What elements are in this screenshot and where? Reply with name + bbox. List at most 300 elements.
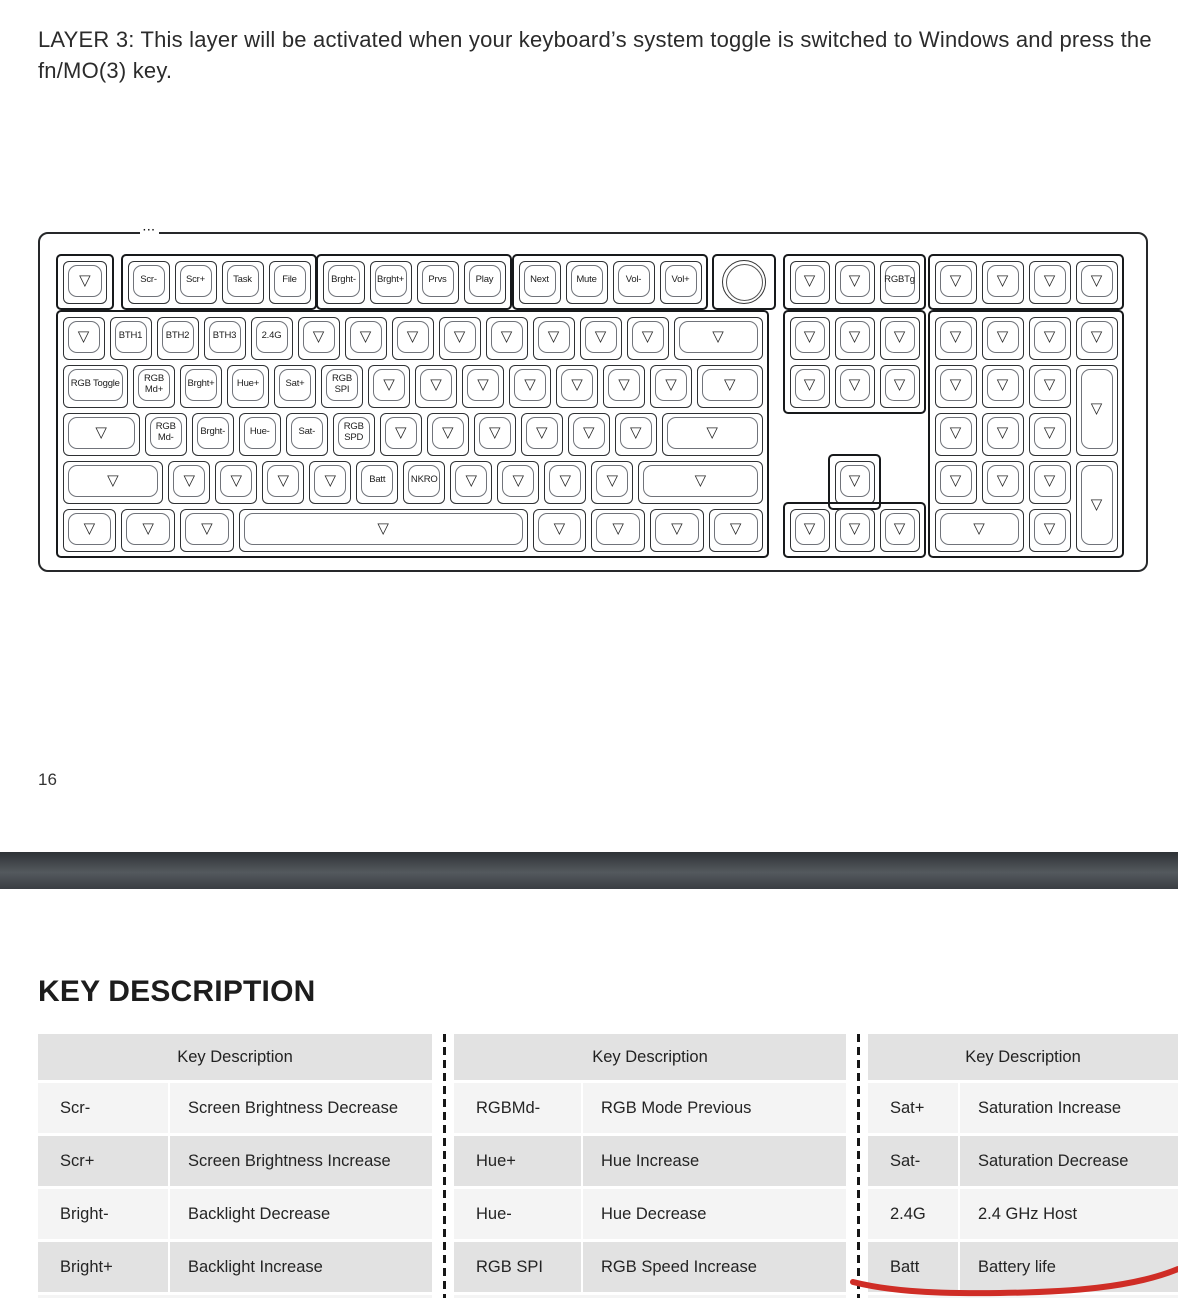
- transparent-key-icon: ▽: [893, 519, 906, 537]
- key-rgb-toggle: [63, 365, 129, 408]
- transparent-key-icon: ▽: [477, 375, 489, 393]
- keycap-top: [361, 465, 393, 497]
- keycap-top: [68, 465, 159, 497]
- keycap-top: [68, 321, 100, 353]
- transparent-key-icon: ▽: [95, 423, 107, 441]
- keycap-top: [561, 369, 593, 401]
- rotary-knob: [722, 260, 766, 304]
- key-transparent: [533, 509, 587, 552]
- section-title: KEY DESCRIPTION: [38, 975, 316, 1008]
- key-legend: Task: [233, 274, 252, 286]
- keycap-top: [115, 321, 147, 353]
- key-hue-plus: [227, 365, 269, 408]
- description-cell: Screen Brightness Decrease: [188, 1098, 399, 1117]
- transparent-key-icon: ▽: [535, 423, 548, 441]
- key-transparent: [880, 365, 920, 408]
- transparent-key-icon: ▽: [629, 423, 642, 441]
- key-bth3: [204, 317, 246, 360]
- transparent-key-icon: ▽: [694, 471, 707, 489]
- description-cell: Saturation Increase: [978, 1098, 1122, 1117]
- transparent-key-icon: ▽: [618, 375, 630, 393]
- keycap-top: [455, 465, 487, 497]
- transparent-key-icon: ▽: [553, 519, 566, 537]
- keycap-top: [618, 265, 650, 297]
- keycap-top: [655, 369, 687, 401]
- key-sat-minus: [286, 413, 328, 456]
- key-transparent: [239, 509, 528, 552]
- key-transparent: [835, 261, 875, 304]
- keycap-top: [840, 321, 870, 353]
- transparent-key-icon: ▽: [1043, 423, 1056, 441]
- keycap-top: [279, 369, 311, 401]
- keycap-top: [68, 417, 135, 449]
- key-transparent: [568, 413, 610, 456]
- key-transparent: [835, 317, 875, 360]
- key-transparent: [982, 461, 1024, 504]
- keycap-top: [795, 369, 825, 401]
- key-cell: Scr-: [38, 1083, 170, 1133]
- key-transparent: [790, 365, 830, 408]
- key-transparent: [474, 413, 516, 456]
- transparent-key-icon: ▽: [848, 327, 861, 345]
- keycap-top: [795, 321, 825, 353]
- key-scr-plus: [175, 261, 217, 304]
- key-legend: Brght-: [200, 426, 226, 438]
- key-transparent: [790, 509, 830, 552]
- key-transparent: [168, 461, 210, 504]
- description-cell: Screen Brightness Increase: [188, 1151, 391, 1170]
- key-transparent: [345, 317, 387, 360]
- keycap-top: [1081, 321, 1113, 353]
- keycap-top: [256, 321, 288, 353]
- table-row: [454, 1242, 846, 1292]
- key-legend: Batt: [369, 474, 386, 486]
- table-row: [454, 1136, 846, 1186]
- transparent-key-icon: ▽: [893, 327, 906, 345]
- keycap-top: [1034, 465, 1066, 497]
- transparent-key-icon: ▽: [1043, 271, 1056, 289]
- keycap-top: [197, 417, 229, 449]
- transparent-key-icon: ▽: [77, 327, 90, 345]
- key-legend: RGBTg: [884, 274, 915, 286]
- transparent-key-icon: ▽: [277, 471, 290, 489]
- transparent-key-icon: ▽: [803, 519, 816, 537]
- key-task: [222, 261, 264, 304]
- page-divider-bar: [0, 852, 1178, 889]
- key-legend: RGB Md+: [144, 372, 164, 395]
- table-row: [868, 1136, 1178, 1186]
- keycap-top: [274, 265, 306, 297]
- keycap-top: [940, 265, 972, 297]
- table-row: [38, 1189, 432, 1239]
- key-transparent: [63, 461, 164, 504]
- key-next: [519, 261, 561, 304]
- key-brght-minus: [192, 413, 234, 456]
- key-cell: RGB SPI: [454, 1242, 583, 1292]
- description-cell: Hue Decrease: [601, 1204, 707, 1223]
- page-number: 16: [38, 770, 57, 789]
- keycap-top: [940, 513, 1019, 545]
- key-rgbtg: [880, 261, 920, 304]
- table-row: [38, 1136, 432, 1186]
- keycap-top: [667, 417, 758, 449]
- keycap-top: [526, 417, 558, 449]
- key-legend: BTH1: [118, 330, 143, 342]
- key-transparent: [1029, 413, 1071, 456]
- key-transparent: [1076, 365, 1118, 456]
- key-transparent: [982, 317, 1024, 360]
- key-transparent: [309, 461, 351, 504]
- key-transparent: [982, 365, 1024, 408]
- transparent-key-icon: ▽: [559, 471, 572, 489]
- key-legend: 2.4G: [261, 330, 282, 342]
- key-transparent: [650, 365, 692, 408]
- key-transparent: [486, 317, 528, 360]
- key-transparent: [556, 365, 598, 408]
- keycap-top: [502, 465, 534, 497]
- keycap-top: [885, 513, 915, 545]
- description-cell: RGB Speed Increase: [601, 1257, 757, 1276]
- keycap-top: [491, 321, 523, 353]
- keycap-top: [267, 465, 299, 497]
- keycap-top: [467, 369, 499, 401]
- keycap-top: [665, 265, 697, 297]
- transparent-key-icon: ▽: [465, 471, 478, 489]
- key-description-table-3: [868, 1034, 1178, 1298]
- transparent-key-icon: ▽: [488, 423, 501, 441]
- transparent-key-icon: ▽: [406, 327, 419, 345]
- key-cell: Sat-: [868, 1136, 960, 1186]
- key-prvs: [417, 261, 459, 304]
- key-description-table-1: [38, 1034, 432, 1298]
- key-transparent: [1029, 509, 1071, 552]
- key-transparent: [615, 413, 657, 456]
- key-rgb-md-plus: [133, 365, 175, 408]
- key-vol-minus: [613, 261, 655, 304]
- key-transparent: [591, 461, 633, 504]
- description-cell: Hue Increase: [601, 1151, 700, 1170]
- key-transparent: [509, 365, 551, 408]
- keycap-top: [397, 321, 429, 353]
- transparent-key-icon: ▽: [1090, 271, 1103, 289]
- keycap-top: [679, 321, 758, 353]
- keycap-top: [608, 369, 640, 401]
- transparent-key-icon: ▽: [312, 327, 325, 345]
- key-legend: RGB Md-: [155, 420, 176, 443]
- key-transparent: [1076, 261, 1118, 304]
- key-play: [464, 261, 506, 304]
- key-transparent: [544, 461, 586, 504]
- transparent-key-icon: ▽: [893, 375, 906, 393]
- keycap-top: [620, 417, 652, 449]
- knob-inner-ring: [726, 264, 763, 301]
- key-rgb-spi: [321, 365, 363, 408]
- transparent-key-icon: ▽: [712, 327, 724, 345]
- key-transparent: [1029, 365, 1071, 408]
- keycap-top: [303, 321, 335, 353]
- keycap-top: [702, 369, 758, 401]
- keycap-top: [68, 513, 112, 545]
- keycap-top: [350, 321, 382, 353]
- key-bth2: [157, 317, 199, 360]
- key-transparent: [880, 509, 920, 552]
- key-transparent: [627, 317, 669, 360]
- key-transparent: [63, 509, 117, 552]
- key-transparent: [497, 461, 539, 504]
- description-cell: RGB Mode Previous: [601, 1098, 752, 1117]
- transparent-key-icon: ▽: [848, 471, 861, 489]
- transparent-key-icon: ▽: [612, 519, 624, 537]
- keycap-top: [1034, 513, 1066, 545]
- keycap-top: [150, 417, 182, 449]
- key-legend: RGB SPI: [332, 372, 352, 395]
- keycap-top: [180, 265, 212, 297]
- key-transparent: [1029, 317, 1071, 360]
- key-mute: [566, 261, 608, 304]
- key-cell: Hue+: [454, 1136, 583, 1186]
- transparent-key-icon: ▽: [706, 423, 718, 441]
- transparent-key-icon: ▽: [606, 471, 619, 489]
- keycap-top: [655, 513, 699, 545]
- keycap-top: [538, 321, 570, 353]
- keycap-top: [138, 369, 170, 401]
- intro-text: LAYER 3: This layer will be activated when your keyboard’s system toggle is switched to Windows and press the fn/MO(3) key.: [38, 27, 1152, 83]
- table-row: [38, 1242, 432, 1292]
- transparent-key-icon: ▽: [803, 375, 816, 393]
- keycap-top: [538, 513, 582, 545]
- keycap-top: [209, 321, 241, 353]
- transparent-key-icon: ▽: [500, 327, 513, 345]
- key-2-4g: [251, 317, 293, 360]
- keycap-top: [244, 513, 523, 545]
- key-cell: Bright+: [38, 1242, 170, 1292]
- key-transparent: [262, 461, 304, 504]
- keycap-top: [643, 465, 757, 497]
- key-legend: Vol-: [625, 274, 642, 286]
- key-legend: Play: [475, 274, 494, 286]
- keycap-top: [375, 265, 407, 297]
- keycap-top: [326, 369, 358, 401]
- key-legend: RGB Toggle: [70, 378, 120, 390]
- key-cell: RGBMd-: [454, 1083, 583, 1133]
- keycap-top: [795, 513, 825, 545]
- key-transparent: [180, 509, 234, 552]
- transparent-key-icon: ▽: [949, 375, 962, 393]
- key-scr-minus: [128, 261, 170, 304]
- key-transparent: [63, 317, 105, 360]
- key-transparent: [790, 261, 830, 304]
- keycap-top: [714, 513, 758, 545]
- key-transparent: [880, 317, 920, 360]
- keycap-top: [549, 465, 581, 497]
- dashed-divider-1: [443, 1034, 446, 1298]
- key-transparent: [415, 365, 457, 408]
- key-transparent: [215, 461, 257, 504]
- keycap-top: [1034, 369, 1066, 401]
- transparent-key-icon: ▽: [512, 471, 525, 489]
- transparent-key-icon: ▽: [1090, 327, 1103, 345]
- key-legend: Brght-: [331, 274, 356, 286]
- transparent-key-icon: ▽: [803, 271, 816, 289]
- key-cell: 2.4G: [868, 1189, 960, 1239]
- transparent-key-icon: ▽: [1043, 519, 1056, 537]
- transparent-key-icon: ▽: [582, 423, 595, 441]
- transparent-key-icon: ▽: [524, 375, 536, 393]
- keycap-top: [987, 465, 1019, 497]
- keycap-top: [314, 465, 346, 497]
- transparent-key-icon: ▽: [996, 471, 1009, 489]
- keycap-top: [795, 265, 825, 297]
- description-cell: Saturation Decrease: [978, 1151, 1129, 1170]
- keycap-top: [422, 265, 454, 297]
- transparent-key-icon: ▽: [973, 519, 985, 537]
- transparent-key-icon: ▽: [848, 519, 861, 537]
- key-transparent: [835, 365, 875, 408]
- key-transparent: [638, 461, 762, 504]
- key-transparent: [450, 461, 492, 504]
- keycap-top: [232, 369, 264, 401]
- key-hue-minus: [239, 413, 281, 456]
- key-legend: File: [282, 274, 297, 286]
- table-row: [454, 1189, 846, 1239]
- key-legend: Brght+: [187, 378, 215, 390]
- key-cell: Batt: [868, 1242, 960, 1292]
- key-transparent: [1076, 317, 1118, 360]
- key-bth1: [110, 317, 152, 360]
- keycap-top: [585, 321, 617, 353]
- keycap-top: [68, 369, 124, 401]
- transparent-key-icon: ▽: [671, 519, 683, 537]
- key-transparent: [462, 365, 504, 408]
- key-legend: Sat+: [285, 378, 305, 390]
- key-legend: Scr-: [140, 274, 157, 286]
- transparent-key-icon: ▽: [1043, 375, 1056, 393]
- key-transparent: [427, 413, 469, 456]
- keycap-top: [987, 321, 1019, 353]
- key-transparent: [935, 509, 1024, 552]
- key-rgb-md-minus: [145, 413, 187, 456]
- keycap-top: [1081, 369, 1113, 449]
- keycap-top: [987, 369, 1019, 401]
- keycap-top: [291, 417, 323, 449]
- transparent-key-icon: ▽: [949, 471, 962, 489]
- key-transparent: [580, 317, 622, 360]
- transparent-key-icon: ▽: [230, 471, 243, 489]
- keycap-top: [987, 265, 1019, 297]
- keycap-top: [840, 369, 870, 401]
- key-legend: Hue+: [236, 378, 260, 390]
- keycap-top: [185, 513, 229, 545]
- keycap-top: [185, 369, 217, 401]
- system-toggle-dots: ···: [140, 225, 159, 236]
- transparent-key-icon: ▽: [430, 375, 442, 393]
- key-cell: Scr+: [38, 1136, 170, 1186]
- keycap-top: [1034, 417, 1066, 449]
- table-row: [454, 1083, 846, 1133]
- transparent-key-icon: ▽: [949, 423, 962, 441]
- keycap-top: [1081, 465, 1113, 545]
- key-transparent: [521, 413, 563, 456]
- transparent-key-icon: ▽: [107, 471, 119, 489]
- table-header: Key Description: [454, 1034, 846, 1080]
- transparent-key-icon: ▽: [996, 271, 1009, 289]
- keycap-top: [885, 321, 915, 353]
- description-cell: Battery life: [978, 1257, 1056, 1276]
- keycap-top: [328, 265, 360, 297]
- key-transparent: [439, 317, 481, 360]
- transparent-key-icon: ▽: [83, 519, 96, 537]
- keycap-top: [596, 465, 628, 497]
- key-transparent: [533, 317, 575, 360]
- keycap-top: [469, 265, 501, 297]
- keycap-top: [1034, 265, 1066, 297]
- keycap-top: [596, 513, 640, 545]
- transparent-key-icon: ▽: [594, 327, 607, 345]
- table-header: Key Description: [38, 1034, 432, 1080]
- transparent-key-icon: ▽: [996, 375, 1009, 393]
- keycap-top: [840, 513, 870, 545]
- transparent-key-icon: ▽: [571, 375, 583, 393]
- description-cell: Backlight Increase: [188, 1257, 323, 1276]
- key-brght-minus: [323, 261, 365, 304]
- keycap-top: [338, 417, 370, 449]
- key-transparent: [674, 317, 763, 360]
- key-transparent: [368, 365, 410, 408]
- transparent-key-icon: ▽: [394, 423, 407, 441]
- key-legend: NKRO: [410, 474, 438, 486]
- keyboard-diagram: [38, 225, 1148, 572]
- key-legend: Prvs: [428, 274, 447, 286]
- transparent-key-icon: ▽: [377, 519, 389, 537]
- keycap-top: [162, 321, 194, 353]
- key-rgb-spd: [333, 413, 375, 456]
- transparent-key-icon: ▽: [996, 423, 1009, 441]
- key-transparent: [1029, 461, 1071, 504]
- key-transparent: [662, 413, 763, 456]
- key-vol-plus: [660, 261, 702, 304]
- key-cell: Sat+: [868, 1083, 960, 1133]
- key-transparent: [709, 509, 763, 552]
- keycap-top: [632, 321, 664, 353]
- transparent-key-icon: ▽: [547, 327, 560, 345]
- keycap-top: [1034, 321, 1066, 353]
- key-brght-plus: [370, 261, 412, 304]
- keycap-top: [373, 369, 405, 401]
- key-transparent: [1029, 261, 1071, 304]
- key-transparent: [697, 365, 763, 408]
- key-transparent: [835, 509, 875, 552]
- table-row: [868, 1189, 1178, 1239]
- keycap-top: [1081, 265, 1113, 297]
- dashed-divider-2: [857, 1034, 860, 1298]
- keycap-top: [514, 369, 546, 401]
- keycap-top: [385, 417, 417, 449]
- transparent-key-icon: ▽: [949, 271, 962, 289]
- table-row: [868, 1242, 1178, 1292]
- transparent-key-icon: ▽: [359, 327, 372, 345]
- key-transparent: [63, 413, 140, 456]
- keycap-top: [227, 265, 259, 297]
- keycap-top: [432, 417, 464, 449]
- key-transparent: [982, 413, 1024, 456]
- description-cell: 2.4 GHz Host: [978, 1204, 1078, 1223]
- key-legend: Mute: [576, 274, 597, 286]
- key-legend: Scr+: [186, 274, 205, 286]
- transparent-key-icon: ▽: [1043, 471, 1056, 489]
- keycap-top: [220, 465, 252, 497]
- key-transparent: [935, 461, 977, 504]
- key-transparent: [982, 261, 1024, 304]
